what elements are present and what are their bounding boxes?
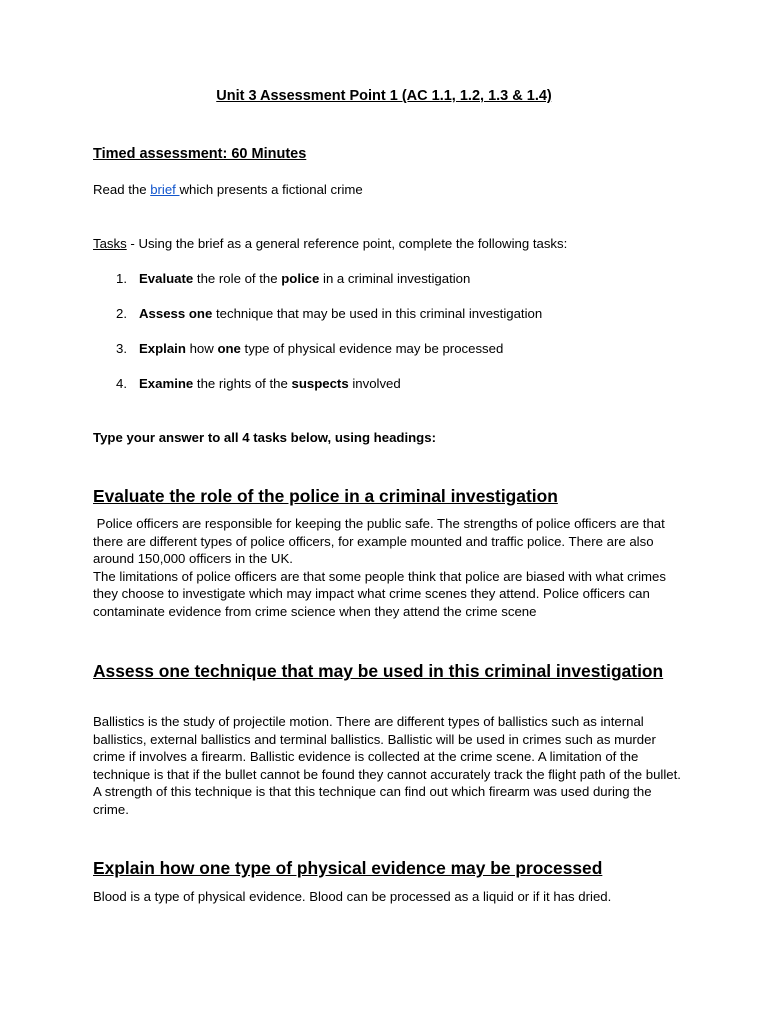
task-keyword: suspects	[291, 376, 349, 391]
document-title: Unit 3 Assessment Point 1 (AC 1.1, 1.2, 1.3 & 1.4)	[216, 88, 552, 104]
tasks-intro-text: - Using the brief as a general reference point, complete the following tasks:	[126, 236, 568, 251]
task-item-4	[116, 375, 676, 393]
tasks-intro	[93, 235, 683, 253]
task-text: how	[185, 341, 218, 356]
task-number: 1.	[116, 271, 127, 286]
tasks-label: Tasks	[93, 236, 127, 251]
task-item-3	[116, 340, 676, 358]
paragraph: Ballistics is the study of projectile motion. There are different types of ballistics such as internal ballistics, external ballistics and terminal ballistics. Ballistic will be used in crimes such as murder crime if involves a firearm. Ballistic evidence is collected at the crime scene. A limitation of the technique is that if the bullet cannot be found they cannot accurately track the flight path of the bullet. A strength of this technique is that this technique can find out which firearm was used during the crime.	[93, 714, 681, 817]
task-item-2	[116, 305, 676, 323]
task-keyword: Examine	[139, 376, 194, 391]
task-keyword: Evaluate	[139, 271, 194, 286]
task-text: type of physical evidence may be processed	[240, 341, 504, 356]
section-heading-technique: Assess one technique that may be used in this criminal investigation	[93, 661, 664, 681]
task-text: involved	[348, 376, 401, 391]
task-keyword: Explain	[139, 341, 186, 356]
brief-link[interactable]: brief	[150, 182, 180, 197]
read-prefix: Read the	[93, 182, 151, 197]
task-number: 2.	[116, 306, 127, 321]
task-keyword: Assess one	[139, 306, 213, 321]
answer-instructions: Type your answer to all 4 tasks below, using headings:	[93, 430, 436, 445]
section-heading-physical-evidence: Explain how one type of physical evidence may be processed	[93, 858, 603, 878]
section-body-police-role	[93, 515, 683, 621]
task-keyword: one	[217, 341, 241, 356]
task-keyword: police	[281, 271, 320, 286]
task-number: 3.	[116, 341, 127, 356]
section-body-physical-evidence	[93, 888, 683, 906]
task-text: the role of the	[193, 271, 282, 286]
task-text: the rights of the	[193, 376, 292, 391]
section-body-technique	[93, 713, 683, 819]
task-item-1	[116, 270, 676, 288]
paragraph: Blood is a type of physical evidence. Blood can be processed as a liquid or if it has dried.	[93, 889, 612, 904]
timed-assessment-label: Timed assessment: 60 Minutes	[93, 146, 307, 162]
read-brief-line	[93, 181, 683, 199]
paragraph: The limitations of police officers are that some people think that police are biased with what crimes they choose to investigate which may impact what crime scenes they attend. Police officers can contaminate evidence from crime science when they attend the crime scene	[93, 568, 666, 619]
task-text: technique that may be used in this criminal investigation	[212, 306, 543, 321]
task-text: in a criminal investigation	[319, 271, 471, 286]
task-number: 4.	[116, 376, 127, 391]
paragraph: Police officers are responsible for keeping the public safe. The strengths of police officers are that there are different types of police officers, for example mounted and traffic police. There are also around 150,000 officers in the UK.	[93, 516, 669, 567]
read-suffix: which presents a fictional crime	[179, 182, 363, 197]
section-heading-police-role: Evaluate the role of the police in a criminal investigation	[93, 486, 558, 506]
